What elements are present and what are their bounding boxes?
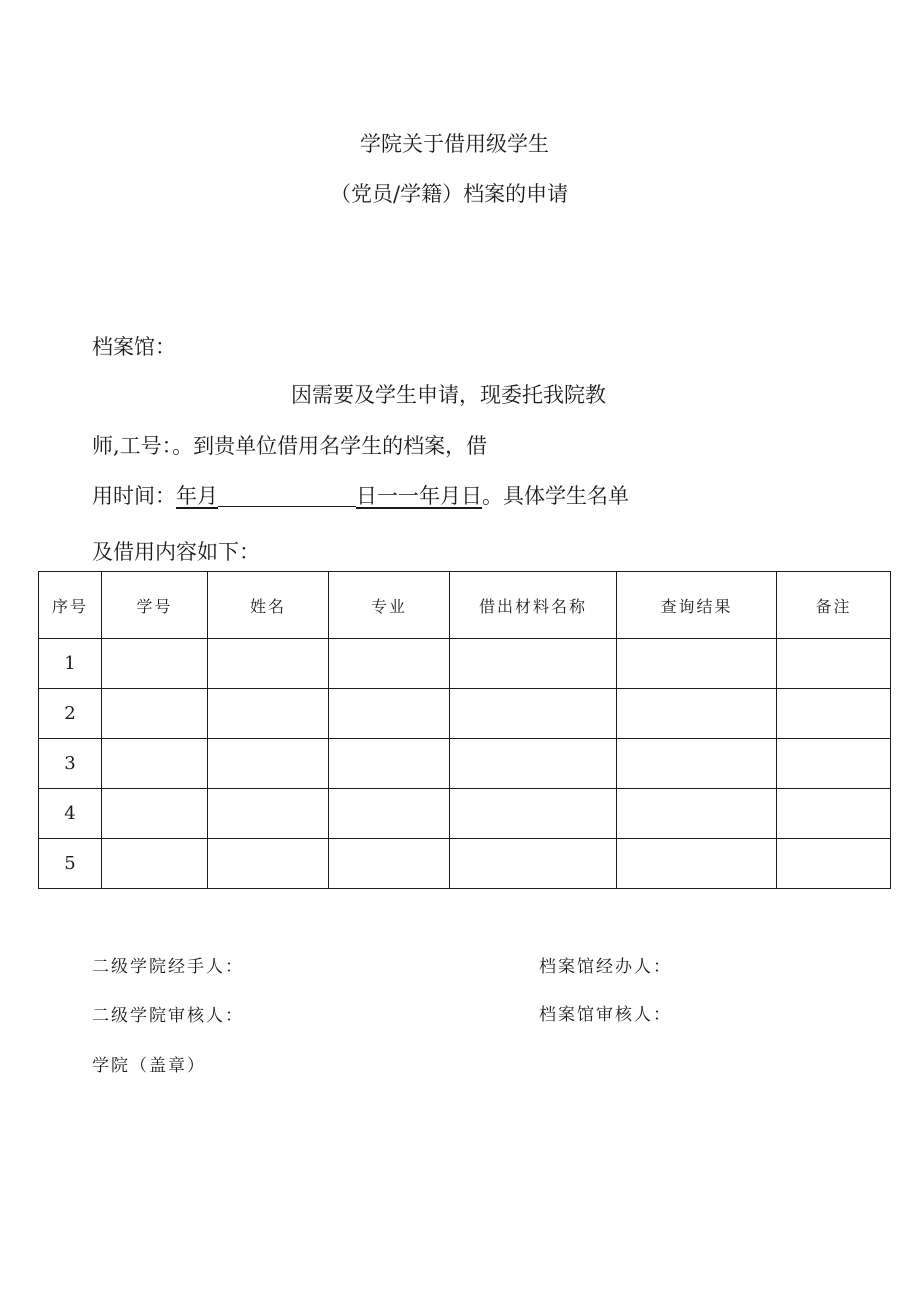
cell-material (450, 739, 617, 789)
borrow-time-suffix: 。具体学生名单 (482, 484, 629, 508)
cell-result (617, 789, 777, 839)
cell-major (329, 639, 450, 689)
row-index: 4 (39, 789, 102, 839)
header-name: 姓名 (208, 572, 329, 639)
cell-result (617, 839, 777, 889)
cell-remarks (777, 839, 891, 889)
cell-result (617, 689, 777, 739)
college-handler-label: 二级学院经手人： (92, 957, 244, 977)
cell-remarks (777, 639, 891, 689)
header-result: 查询结果 (617, 572, 777, 639)
letter-line-2: 师,工号：。到贵单位借用名学生的档案，借 (92, 434, 488, 458)
letter-line-3 (92, 480, 629, 510)
cell-material (450, 789, 617, 839)
archive-reviewer-label: 档案馆审核人： (539, 1005, 672, 1025)
college-reviewer-label: 二级学院审核人： (92, 1006, 244, 1026)
cell-major (329, 789, 450, 839)
cell-material (450, 689, 617, 739)
borrow-date-start: 年月 (176, 484, 218, 508)
college-seal-label: 学院（盖章） (92, 1056, 206, 1076)
cell-student-id (102, 839, 208, 889)
addressee: 档案馆： (92, 335, 176, 359)
cell-name (208, 739, 329, 789)
cell-result (617, 739, 777, 789)
cell-student-id (102, 739, 208, 789)
cell-result (617, 639, 777, 689)
table-row (39, 639, 891, 689)
borrow-time-label: 用时间： (92, 484, 176, 508)
cell-major (329, 689, 450, 739)
header-student-id: 学号 (102, 572, 208, 639)
table-row (39, 839, 891, 889)
cell-material (450, 639, 617, 689)
document-title-line2: （党员/学籍）档案的申请 (330, 182, 569, 206)
borrow-date-end: 日一一年月日 (356, 484, 482, 508)
borrow-date-blank (218, 505, 356, 507)
cell-remarks (777, 789, 891, 839)
cell-name (208, 689, 329, 739)
student-roster-table (38, 571, 891, 889)
table-row (39, 739, 891, 789)
header-major: 专业 (329, 572, 450, 639)
header-material: 借出材料名称 (450, 572, 617, 639)
cell-name (208, 639, 329, 689)
table-row (39, 789, 891, 839)
header-remarks: 备注 (777, 572, 891, 639)
archive-handler-label: 档案馆经办人： (539, 957, 672, 977)
letter-line-1: 因需要及学生申请，现委托我院教 (291, 383, 606, 407)
row-index: 2 (39, 689, 102, 739)
row-index: 3 (39, 739, 102, 789)
table-header-row (39, 572, 891, 639)
cell-name (208, 839, 329, 889)
letter-line-4: 及借用内容如下： (92, 540, 260, 564)
cell-student-id (102, 789, 208, 839)
cell-student-id (102, 689, 208, 739)
row-index: 5 (39, 839, 102, 889)
header-index: 序号 (39, 572, 102, 639)
cell-major (329, 839, 450, 889)
cell-remarks (777, 739, 891, 789)
row-index: 1 (39, 639, 102, 689)
document-title-line1: 学院关于借用级学生 (360, 132, 549, 156)
cell-material (450, 839, 617, 889)
cell-remarks (777, 689, 891, 739)
cell-name (208, 789, 329, 839)
cell-student-id (102, 639, 208, 689)
table-row (39, 689, 891, 739)
cell-major (329, 739, 450, 789)
